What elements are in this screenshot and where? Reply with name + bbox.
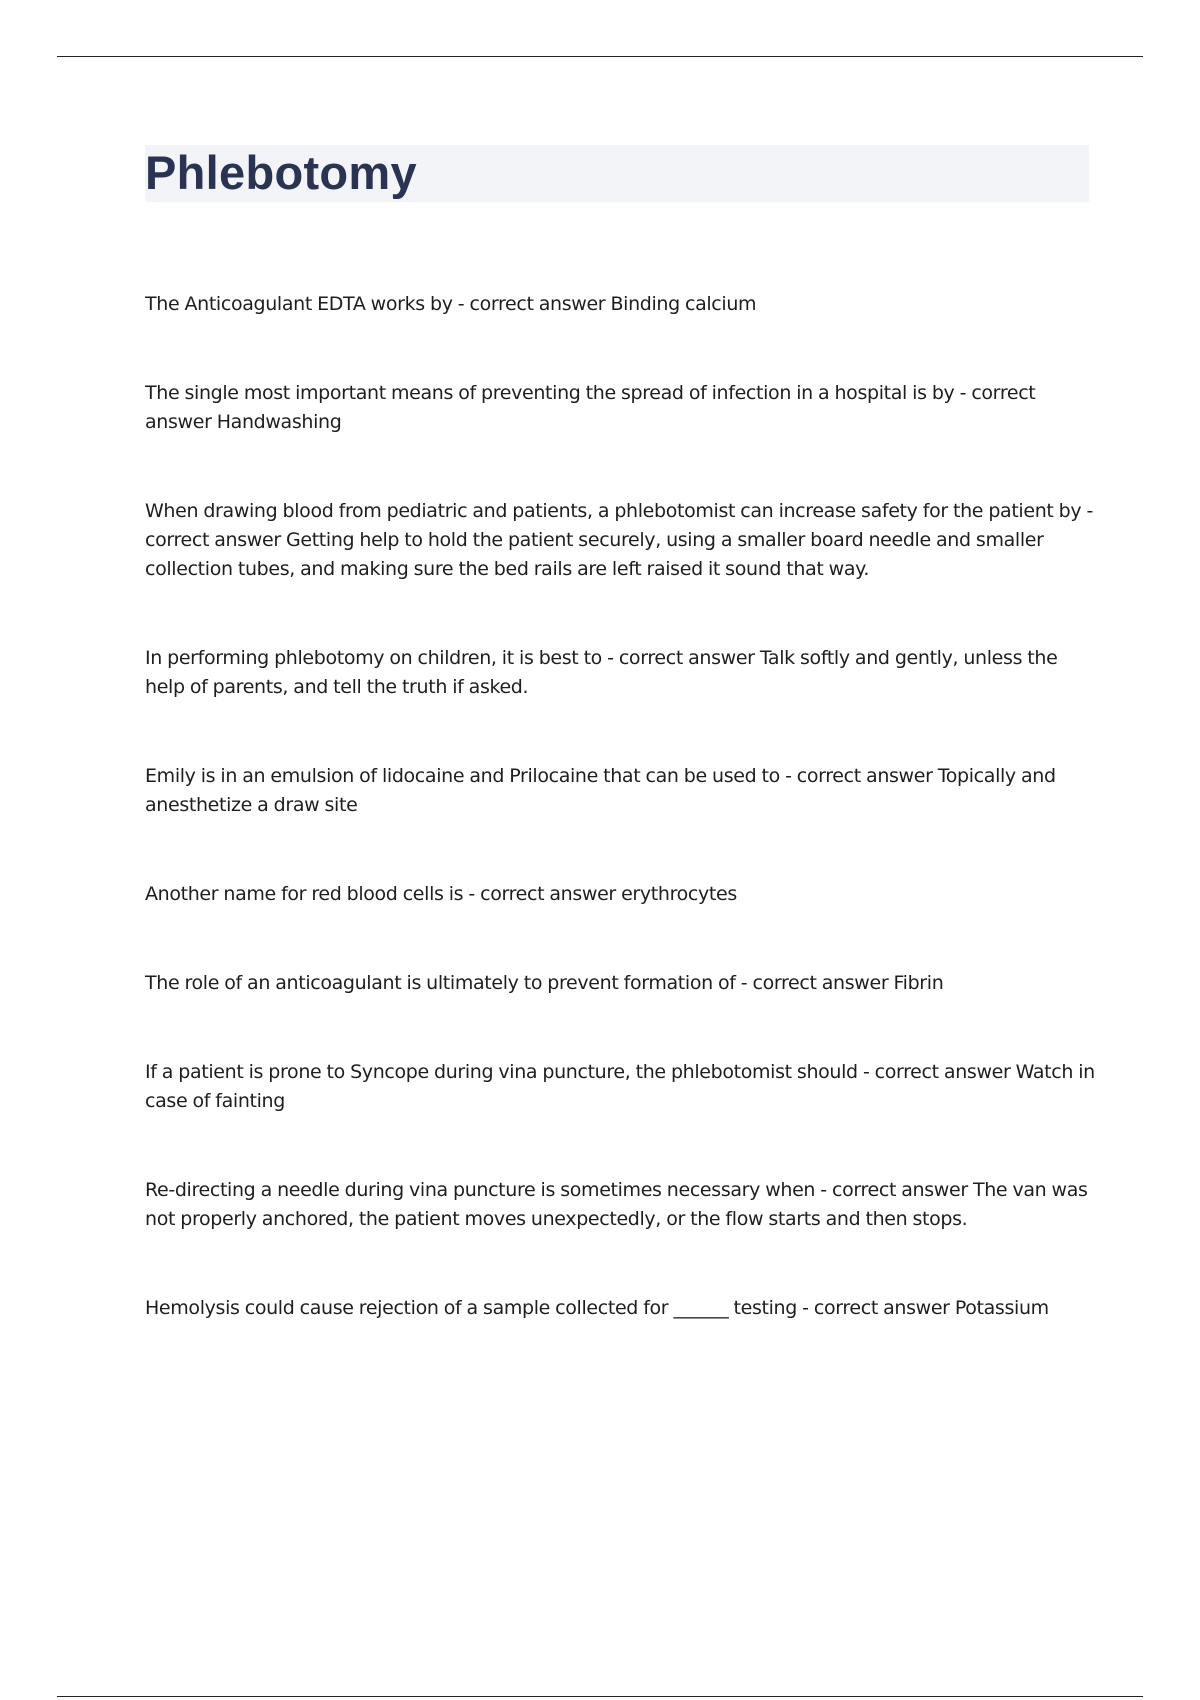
bottom-divider (57, 1696, 1143, 1697)
qa-item-8: If a patient is prone to Syncope during vina puncture, the phlebotomist should - correct answer Watch in case of fainting (145, 1061, 1095, 1112)
qa-item-7: The role of an anticoagulant is ultimately to prevent formation of - correct answer Fibrin (145, 972, 944, 994)
qa-item-1: The Anticoagulant EDTA works by - correct answer Binding calcium (145, 293, 757, 315)
qa-item-4: In performing phlebotomy on children, it is best to - correct answer Talk softly and gently, unless the help of parents, and tell the truth if asked. (145, 647, 1058, 698)
top-divider (57, 56, 1143, 57)
qa-item-9: Re-directing a needle during vina puncture is sometimes necessary when - correct answer The van was not properly anchored, the patient moves unexpectedly, or the flow starts and then stops. (145, 1179, 1088, 1230)
question-answer-list (145, 290, 1095, 1383)
qa-item-3: When drawing blood from pediatric and patients, a phlebotomist can increase safety for the patient by - correct answer Getting help to hold the patient securely, using a smaller board needle and smaller collection tubes, and making sure the bed rails are left raised it sound that way. (145, 500, 1093, 580)
qa-item-10: Hemolysis could cause rejection of a sample collected for ______ testing - correct answer Potassium (145, 1297, 1049, 1319)
page-title: Phlebotomy (145, 146, 417, 199)
qa-item-5: Emily is in an emulsion of lidocaine and Prilocaine that can be used to - correct answer Topically and anesthetize a draw site (145, 765, 1056, 816)
qa-item-6: Another name for red blood cells is - correct answer erythrocytes (145, 883, 737, 905)
qa-item-2: The single most important means of preventing the spread of infection in a hospital is by - correct answer Handwashing (145, 382, 1036, 433)
